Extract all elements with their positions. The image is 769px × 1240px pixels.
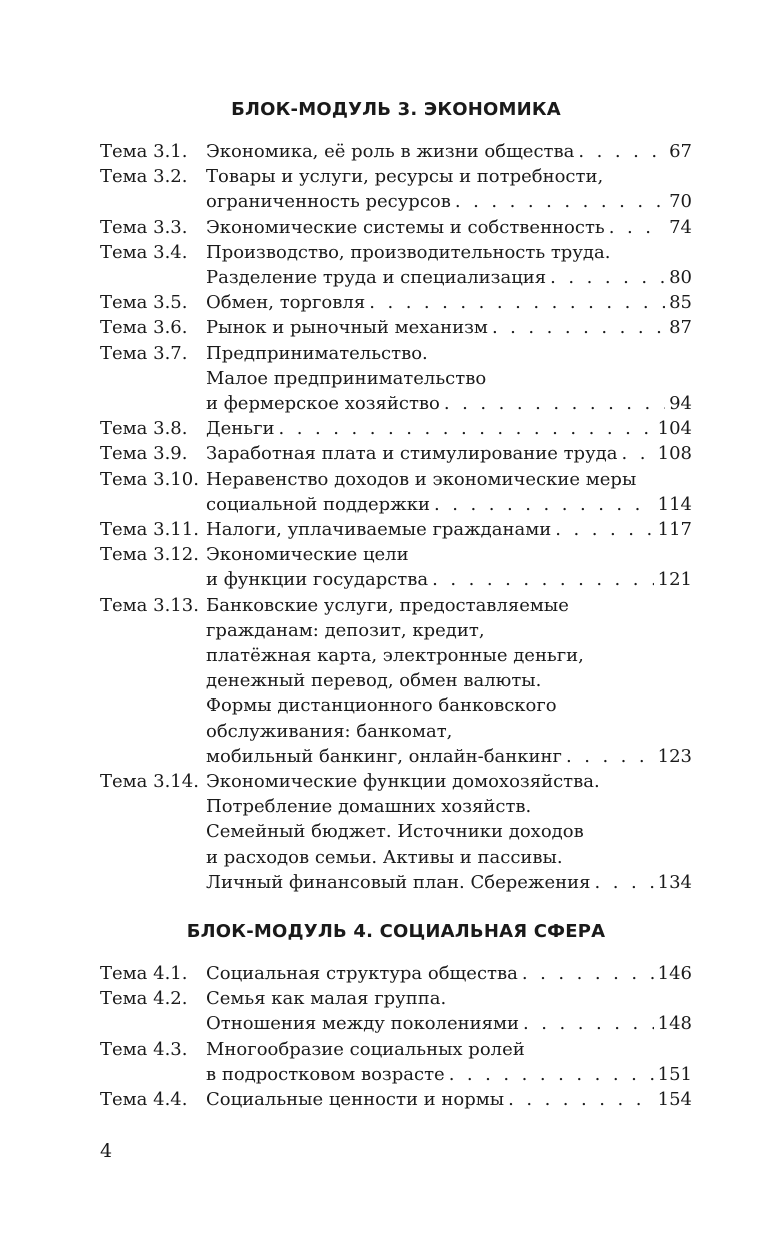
topic-title-last-line [206,391,692,416]
topic-title-line: социальной поддержки [206,493,430,515]
topic-title [206,139,692,164]
topic-title-line: Производство, производительность труда. [206,241,611,263]
toc-entry [100,416,692,441]
topic-title-last-line [206,870,692,895]
topic-title-line: Налоги, уплачиваемые гражданами [206,519,552,541]
topic-title-line: Личный финансовый план. Сбережения [206,871,591,893]
dot-leader [432,567,654,592]
topic-title-line: ограниченность ресурсов [206,191,451,213]
toc-entry [100,593,692,769]
dot-leader [434,492,654,517]
topic-title-line: и фермерское хозяйство [206,393,440,415]
topic-number: Тема 3.6. [100,317,188,339]
topic-title-last-line [206,290,692,315]
dot-leader [492,315,665,340]
page-reference: 151 [657,1063,692,1085]
topic-title-last-line [206,517,692,542]
block-heading: БЛОК-МОДУЛЬ 3. ЭКОНОМИКА [231,99,561,120]
topic-title-last-line [206,1062,692,1087]
topic-number: Тема 3.5. [100,292,188,314]
topic-title [206,215,692,240]
dot-leader [455,189,665,214]
dot-leader [555,517,653,542]
topic-title-line: Банковские услуги, предоставляемые [206,594,569,616]
topic-title-last-line [206,744,692,769]
topic-title [206,542,692,592]
topic-number: Тема 3.12. [100,544,199,566]
topic-title-line: мобильный банкинг, онлайн-банкинг [206,745,562,767]
topic-title-line: Разделение труда и специализация [206,267,547,289]
topic-title-line: Экономические функции домохозяйства. [206,771,600,793]
topic-title-line: Товары и услуги, ресурсы и потребности, [206,166,604,188]
topic-title-line: Экономические системы и собственность [206,216,605,238]
toc-entry [100,1087,692,1112]
topic-title-line: Социальная структура общества [206,963,518,984]
topic-title-line: Рынок и рыночный механизм [206,317,488,339]
topic-number: Тема 3.2. [100,166,188,188]
page-reference: 74 [669,216,692,238]
page-reference: 104 [657,418,692,440]
topic-title-line: платёжная карта, электронные деньги, [206,645,584,667]
topic-title [206,961,692,986]
topic-title-last-line [206,139,692,164]
dot-leader [522,961,654,986]
topic-number: Тема 3.4. [100,241,188,263]
topic-title [206,441,692,466]
topic-number: Тема 3.11. [100,519,199,541]
topic-title [206,593,692,769]
topic-number: Тема 3.8. [100,418,188,440]
toc-entry [100,240,692,290]
block-module-3 [100,98,692,895]
topic-title [206,1037,692,1087]
topic-title-last-line [206,189,692,214]
dot-leader [449,1062,654,1087]
toc-entry [100,517,692,542]
topic-title-last-line [206,567,692,592]
topic-title-line: Формы дистанционного банковского [206,695,557,717]
page-reference: 94 [669,393,692,415]
topic-title-last-line [206,215,692,240]
topic-number: Тема 3.3. [100,216,188,238]
topic-title-line: Семья как малая группа. [206,988,447,1010]
block-module-4 [100,920,692,1112]
page-reference: 154 [657,1089,692,1111]
topic-title-line: обслуживания: банкомат, [206,720,453,742]
topic-title-last-line [206,1011,692,1036]
page-number: 4 [100,1140,113,1162]
dot-leader [594,870,653,895]
toc-entry [100,164,692,214]
toc-entry [100,986,692,1036]
page-reference: 121 [657,569,692,591]
topic-title-line: Обмен, торговля [206,292,366,314]
page-reference: 70 [669,191,692,213]
topic-title-last-line [206,1087,692,1112]
topic-title [206,986,692,1036]
toc-entry [100,441,692,466]
page-reference: 134 [657,871,692,893]
topic-title [206,341,692,417]
topic-title [206,290,692,315]
dot-leader [609,215,665,240]
topic-title-line: Деньги [206,418,275,440]
page-reference: 123 [657,745,692,767]
topic-title-last-line [206,961,692,986]
topic-title-line: в подростковом возрасте [206,1063,445,1085]
dot-leader [578,139,665,164]
topic-title [206,416,692,441]
topic-number: Тема 4.3. [100,1038,188,1060]
page-reference: 80 [669,267,692,289]
page-reference: 146 [657,963,692,984]
topic-number: Тема 3.14. [100,771,199,793]
toc-entry [100,215,692,240]
dot-leader [369,290,665,315]
page-reference: 108 [657,443,692,465]
topic-number: Тема 3.10. [100,468,199,490]
topic-number: Тема 3.1. [100,141,188,162]
toc-entry [100,139,692,164]
topic-title-line: Потребление домашних хозяйств. [206,796,532,818]
dot-leader [621,441,653,466]
topic-title [206,164,692,214]
topic-title-line: Экономика, её роль в жизни общества [206,141,575,162]
toc-list [100,139,692,895]
topic-title-last-line [206,416,692,441]
topic-title-line: гражданам: депозит, кредит, [206,619,485,641]
topic-title-line: Семейный бюджет. Источники доходов [206,821,584,843]
topic-title-line: и расходов семьи. Активы и пассивы. [206,846,563,868]
page-reference: 114 [657,493,692,515]
dot-leader [550,265,665,290]
toc-entry [100,290,692,315]
dot-leader [566,744,654,769]
toc-list [100,961,692,1112]
topic-title [206,467,692,517]
topic-title-line: Неравенство доходов и экономические меры [206,468,637,490]
dot-leader [508,1087,654,1112]
topic-title-line: Многообразие социальных ролей [206,1038,525,1060]
block-heading: БЛОК-МОДУЛЬ 4. СОЦИАЛЬНАЯ СФЕРА [186,921,606,942]
topic-number: Тема 4.4. [100,1089,188,1111]
page-reference: 85 [669,292,692,314]
page-reference: 67 [669,141,692,162]
topic-number: Тема 3.7. [100,342,188,364]
topic-title [206,240,692,290]
topic-title-last-line [206,441,692,466]
topic-title-line: Малое предпринимательство [206,367,487,389]
topic-title-last-line [206,315,692,340]
toc-entry [100,961,692,986]
topic-title-last-line [206,492,692,517]
topic-title [206,315,692,340]
topic-title-last-line [206,265,692,290]
toc-entry [100,315,692,340]
toc-entry [100,467,692,517]
dot-leader [279,416,654,441]
topic-number: Тема 3.9. [100,443,188,465]
topic-title [206,769,692,895]
topic-number: Тема 4.1. [100,963,188,984]
topic-title-line: Экономические цели [206,544,409,566]
topic-title [206,517,692,542]
page-reference: 87 [669,317,692,339]
topic-title-line: и функции государства [206,569,429,591]
dot-leader [444,391,665,416]
topic-title [206,1087,692,1112]
page-reference: 117 [657,519,692,541]
toc-entry [100,341,692,417]
topic-title-line: Отношения между поколениями [206,1013,519,1035]
topic-title-line: денежный перевод, обмен валюты. [206,670,542,692]
topic-number: Тема 4.2. [100,988,188,1010]
topic-title-line: Предпринимательство. [206,342,428,364]
topic-title-line: Заработная плата и стимулирование труда [206,443,618,465]
dot-leader [523,1011,654,1036]
toc-entry [100,1037,692,1087]
topic-title-line: Социальные ценности и нормы [206,1089,505,1111]
page-reference: 148 [657,1013,692,1035]
toc-entry [100,542,692,592]
topic-number: Тема 3.13. [100,594,199,616]
toc-entry [100,769,692,895]
